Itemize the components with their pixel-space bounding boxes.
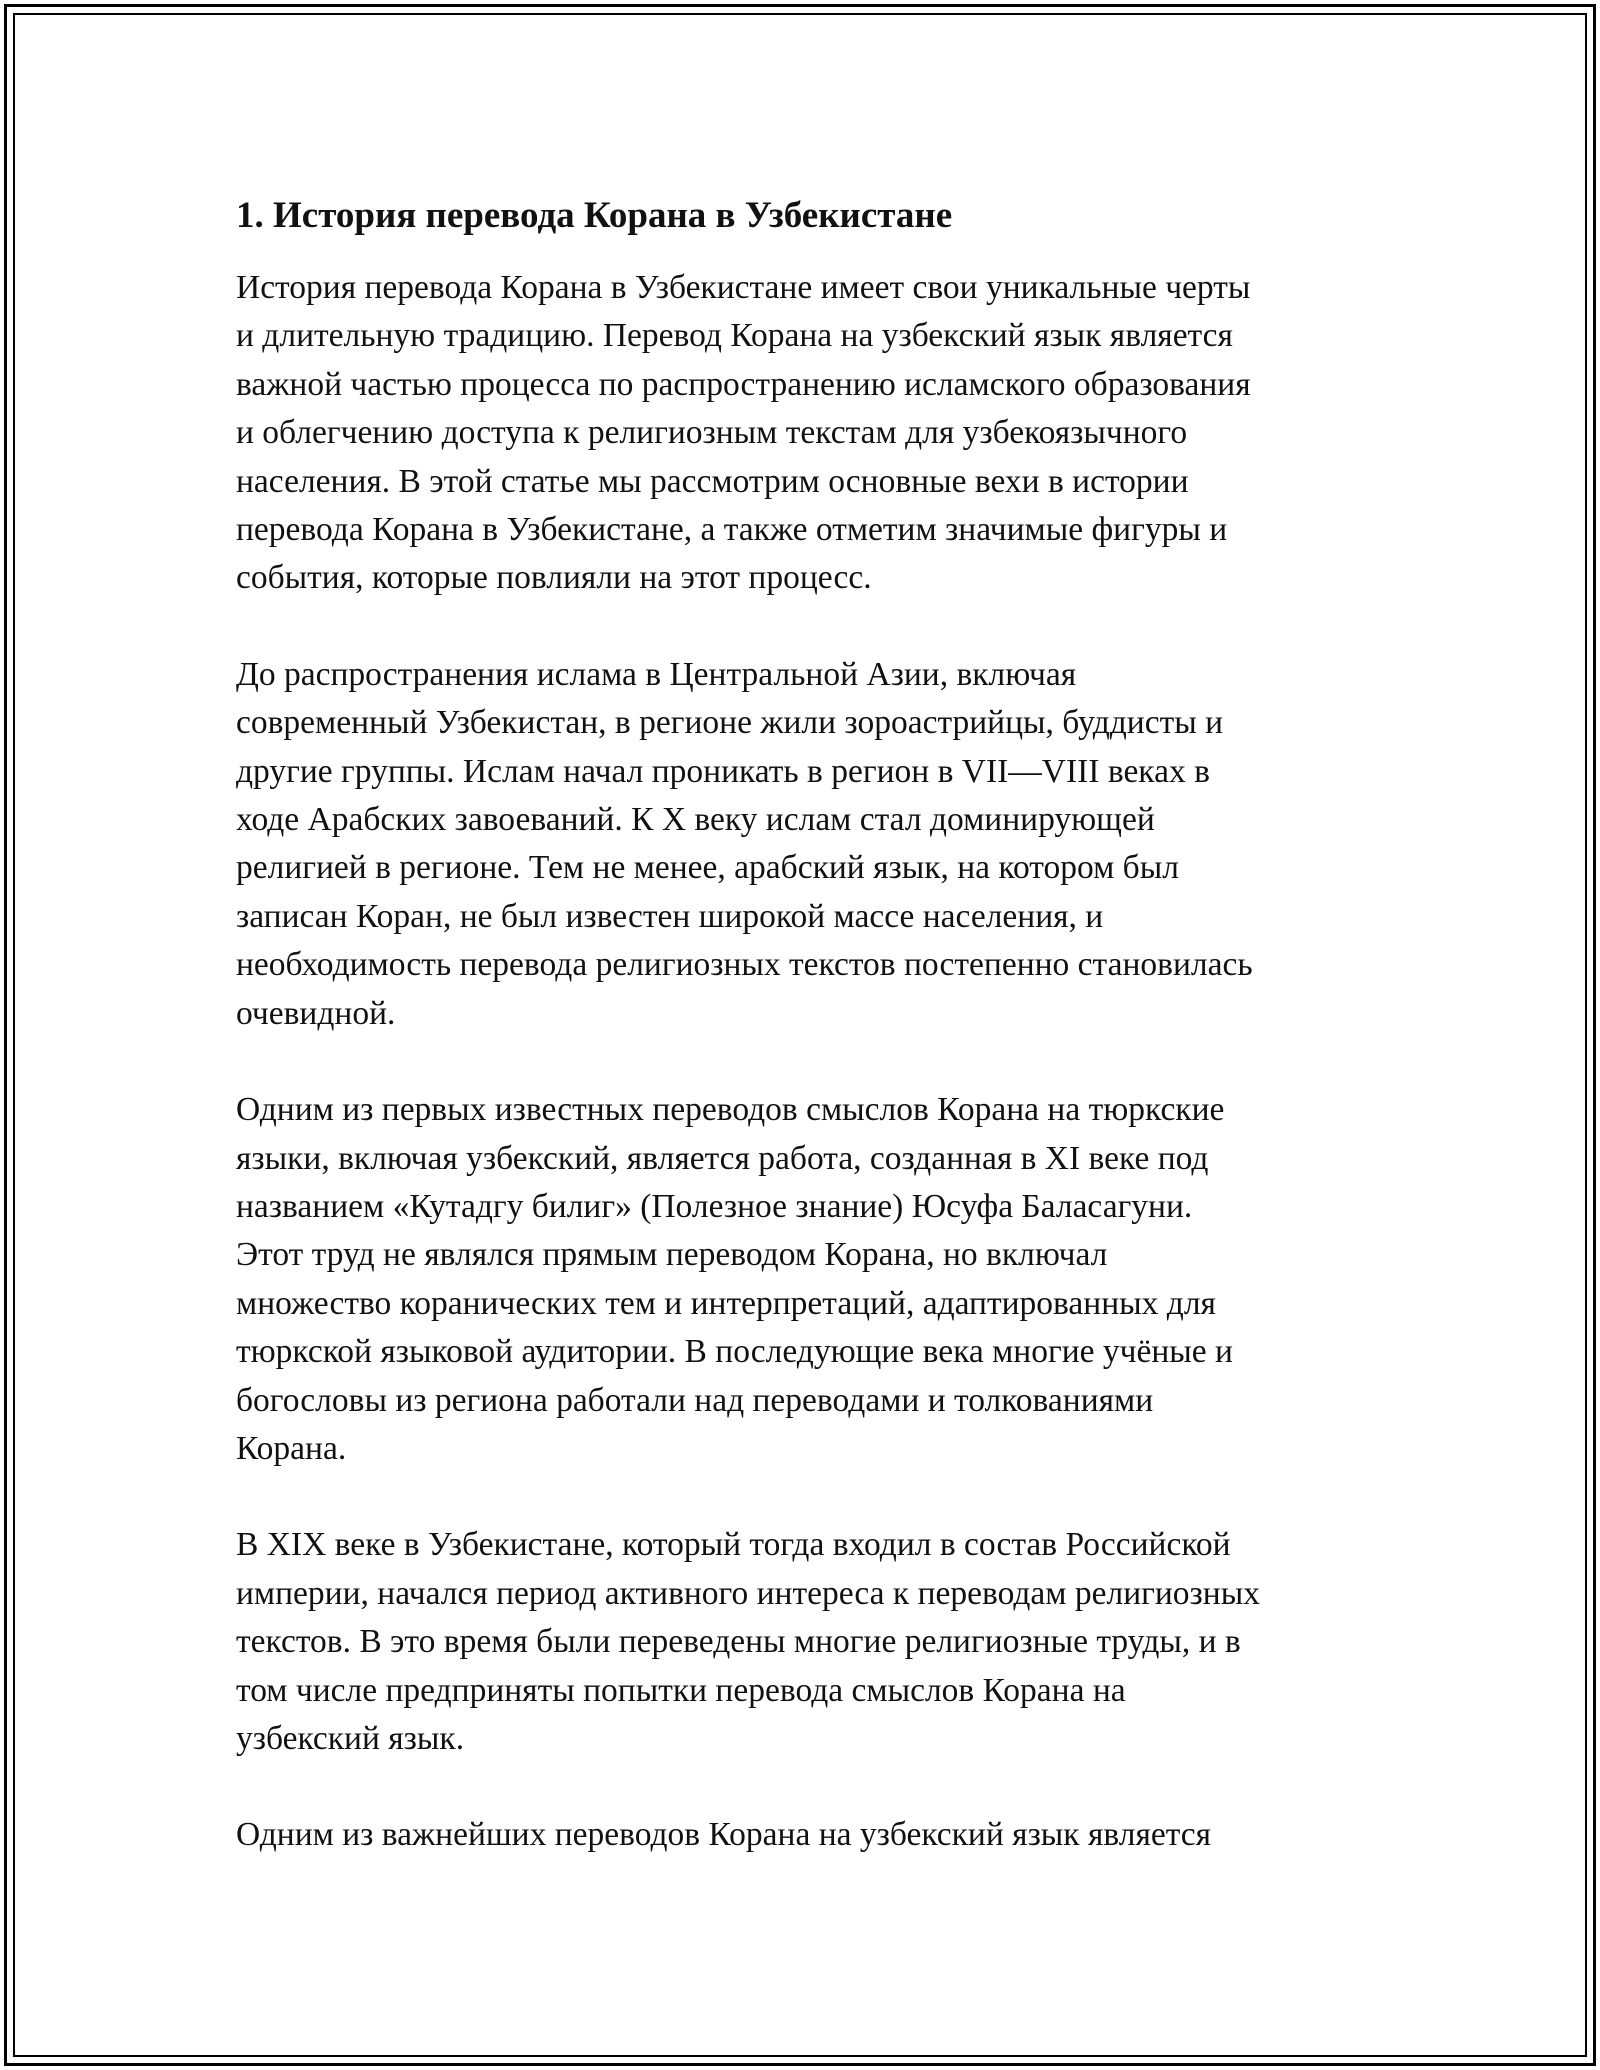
text-line: и длительную традицию. Перевод Корана на узбекский язык является: [236, 317, 1233, 355]
text-line: богословы из региона работали над переводами и толкованиями: [236, 1381, 1154, 1419]
paragraph-4: [236, 1521, 1376, 1763]
text-line: узбекский язык.: [236, 1719, 465, 1757]
text-line: История перевода Корана в Узбекистане имеет свои уникальные черты: [236, 269, 1251, 306]
text-line: Этот труд не являлся прямым переводом Корана, но включал: [236, 1236, 1108, 1274]
text-line: множество коранических тем и интерпретаций, адаптированных для: [236, 1284, 1216, 1322]
document-body: [236, 186, 1376, 1860]
paragraph-3: [236, 1086, 1376, 1473]
text-line: тюркской языковой аудитории. В последующие века многие учёные и: [236, 1333, 1233, 1371]
paragraph-1: [236, 264, 1376, 603]
text-line: важной частью процесса по распространению исламского образования: [236, 365, 1251, 403]
text-line: текстов. В это время были переведены многие религиозные труды, и в: [236, 1623, 1241, 1661]
text-line: необходимость перевода религиозных текстов постепенно становилась: [236, 946, 1253, 984]
section-heading: 1. История перевода Корана в Узбекистане: [236, 195, 953, 236]
text-line: том числе предприняты попытки перевода смыслов Корана на: [236, 1671, 1126, 1709]
text-line: империи, начался период активного интереса к переводам религиозных: [236, 1574, 1260, 1612]
text-line: и облегчению доступа к религиозным текстам для узбекоязычного: [236, 414, 1188, 452]
paragraph-5: [236, 1811, 1376, 1859]
text-line: современный Узбекистан, в регионе жили зороастрийцы, буддисты и: [236, 704, 1224, 742]
text-line: Одним из важнейших переводов Корана на узбекский язык является: [236, 1816, 1212, 1854]
text-line: перевода Корана в Узбекистане, а также отметим значимые фигуры и: [236, 511, 1228, 549]
text-line: очевидной.: [236, 994, 396, 1032]
paragraph-2: [236, 651, 1376, 1038]
text-line: Корана.: [236, 1429, 347, 1467]
text-line: До распространения ислама в Центральной Азии, включая: [236, 655, 1077, 693]
text-line: ходе Арабских завоеваний. К X веку ислам стал доминирующей: [236, 801, 1155, 839]
text-line: записан Коран, не был известен широкой массе населения, и: [236, 897, 1104, 935]
text-line: другие группы. Ислам начал проникать в регион в VII—VIII веках в: [236, 752, 1210, 790]
text-line: В XIX веке в Узбекистане, который тогда входил в состав Российской: [236, 1526, 1231, 1564]
text-line: языки, включая узбекский, является работа, созданная в XI веке под: [236, 1139, 1209, 1177]
text-line: названием «Кутадгу билиг» (Полезное знание) Юсуфа Баласагуни.: [236, 1187, 1193, 1225]
text-line: Одним из первых известных переводов смыслов Корана на тюркские: [236, 1091, 1225, 1129]
text-line: события, которые повлияли на этот процесс.: [236, 559, 872, 597]
text-line: религией в регионе. Тем не менее, арабский язык, на котором был: [236, 849, 1179, 887]
text-line: населения. В этой статье мы рассмотрим основные вехи в истории: [236, 462, 1189, 500]
